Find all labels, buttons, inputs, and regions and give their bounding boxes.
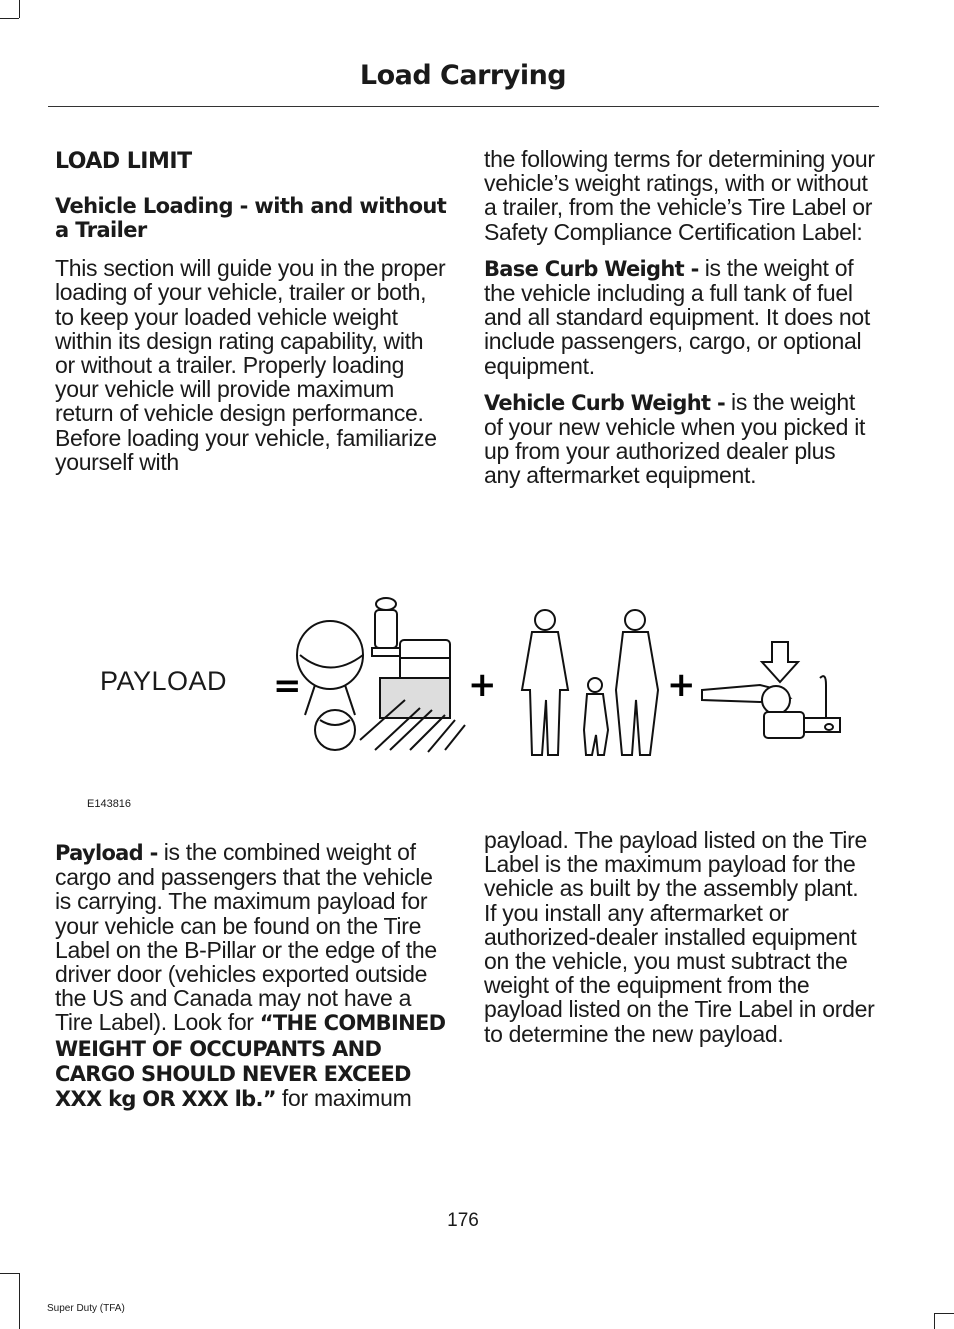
crop-mark	[19, 1273, 20, 1329]
footer-text: Super Duty (TFA)	[47, 1303, 125, 1314]
payload-right-column	[484, 828, 876, 1058]
payload-term: Payload -	[55, 841, 158, 865]
figure-code: E143816	[87, 798, 132, 810]
page-number: 176	[447, 1210, 479, 1231]
cargo-illustration	[297, 598, 465, 752]
payload-warning: “THE COMBINED WEIGHT OF OCCUPANTS AND CARGO SHOULD NEVER EXCEED XXX kg OR XXX lb.”	[55, 1011, 446, 1112]
base-curb-weight-definition	[484, 256, 876, 378]
equals-sign: =	[273, 666, 302, 706]
crop-mark	[0, 1273, 19, 1274]
base-curb-weight-term: Base Curb Weight -	[484, 256, 699, 281]
payload-continued: payload. The payload listed on the Tire Label is the maximum payload for the vehicle as built by the assembly plant. If you install any aftermarket or authorized-dealer installed equipment on the vehicle, you must subtract the weight of the equipment from the payload listed on the Tire Label in order to determine the new payload.	[484, 827, 875, 1047]
right-column	[484, 147, 876, 500]
payload-illustration	[60, 590, 860, 770]
plus-sign: +	[667, 665, 696, 705]
left-column	[55, 150, 447, 486]
crop-mark	[934, 1313, 954, 1314]
tongue-weight-illustration	[702, 642, 840, 738]
header-divider	[48, 106, 879, 107]
vehicle-curb-weight-text: is the weight of your new vehicle when you picked it up from your authorized dealer plus any aftermarket equipment.	[484, 388, 866, 489]
vehicle-curb-weight-term: Vehicle Curb Weight -	[484, 390, 725, 415]
payload-definition	[55, 840, 447, 1111]
payload-left-column	[55, 840, 447, 1123]
section-title: LOAD LIMIT	[55, 149, 192, 174]
intro-paragraph: This section will guide you in the proper loading of your vehicle, trailer or both, to keep your loaded vehicle weight within its design rating capability, with or without a trailer. Properly loading your vehicle will provide maximum return of vehicle design performance. Before loading your vehicle, familiarize yourself with	[55, 255, 446, 475]
passengers-illustration	[522, 610, 658, 755]
plus-sign: +	[468, 665, 497, 705]
payload-text-cont: for maximum	[275, 1085, 412, 1112]
payload-label: PAYLOAD	[100, 666, 228, 696]
crop-mark	[934, 1313, 935, 1329]
payload-text: is the combined weight of cargo and passengers that the vehicle is carrying. The maximum payload for your vehicle can be found on the Tire Label on the B-Pillar or the edge of the driver door (vehicles exported outside the US and Canada may not have a Tire Label). Look for	[55, 839, 437, 1036]
crop-mark	[19, 0, 20, 18]
base-curb-weight-text: is the weight of the vehicle including a full tank of fuel and all standard equipment. It does not include passengers, cargo, or optional equipment.	[484, 254, 870, 379]
subsection-title: Vehicle Loading - with and without a Trailer	[55, 194, 447, 243]
page-title: Load Carrying	[359, 60, 567, 91]
intro-continued: the following terms for determining your vehicle’s weight ratings, with or without a trailer, from the vehicle’s Tire Label or Safety Compliance Certification Label:	[484, 146, 875, 245]
vehicle-curb-weight-definition	[484, 390, 876, 488]
crop-mark	[0, 18, 19, 19]
